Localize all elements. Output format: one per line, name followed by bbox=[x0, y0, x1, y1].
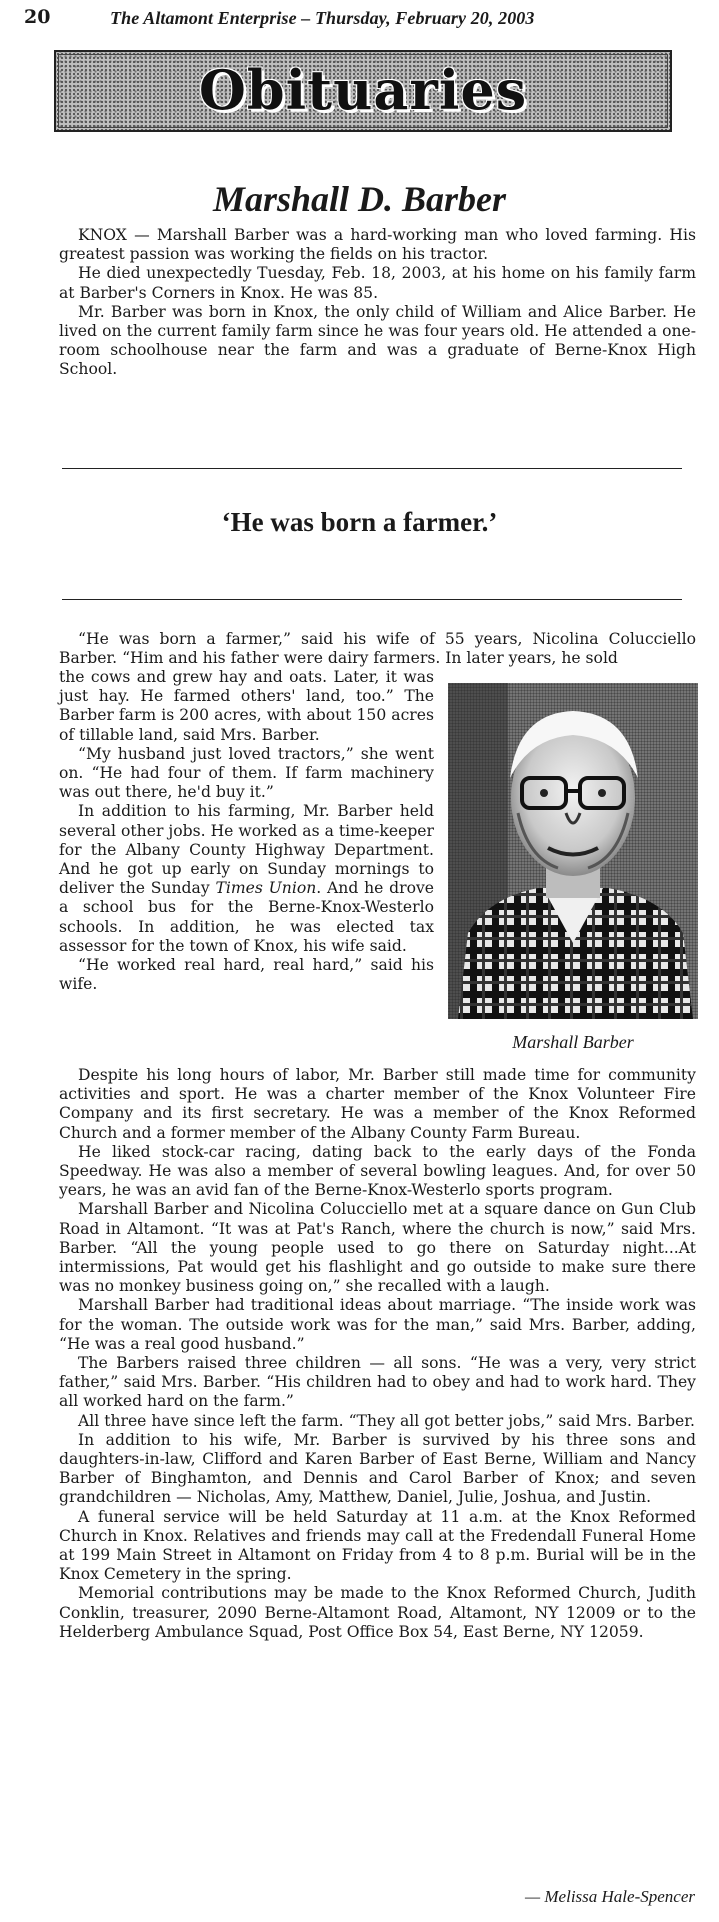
intro-paragraph: Mr. Barber was born in Knox, the only child of William and Alice Barber. He lived on the current family farm since he was four years old. He attended a one-room schoolhouse near the farm and was a graduate of Berne-Knox High School. bbox=[59, 302, 696, 379]
divider-rule bbox=[62, 468, 682, 469]
byline: — Melissa Hale-Spencer bbox=[525, 1887, 695, 1906]
newspaper-name: Times Union bbox=[215, 879, 317, 898]
obituary-headline: Marshall D. Barber bbox=[212, 179, 507, 219]
page-number: 20 bbox=[24, 6, 51, 28]
portrait-illustration bbox=[448, 683, 698, 1019]
narrow-column bbox=[59, 668, 434, 994]
article-paragraph: “He was born a farmer,” said his wife of 55 years, Nicolina Colucciello Barber. “Him and his father were dairy farmers. In later years, he sold bbox=[59, 630, 696, 668]
column-paragraph: the cows and grew hay and oats. Later, it was just hay. He farmed others' land, too.” The Barber farm is 200 acres, with about 150 acres of tillable land, said Mrs. Barber. bbox=[59, 668, 434, 744]
article-paragraph: Memorial contributions may be made to the Knox Reformed Church, Judith Conklin, treasurer, 2090 Berne-Altamont Road, Altamont, NY 12009 or to the Helderberg Ambulance Squad, Post Office Box 54, East Berne, NY 12059. bbox=[59, 1584, 696, 1641]
obituaries-banner bbox=[54, 50, 672, 132]
intro-paragraph: KNOX — Marshall Barber was a hard-working man who loved farming. His greatest passion was working the fields on his tractor. bbox=[59, 226, 696, 264]
column-paragraph bbox=[59, 802, 434, 956]
paragraph-text: In addition to his farming, Mr. Barber held several other jobs. He worked as a time-keeper for the Albany County Highway Department. And he got up early on Sunday mornings to deliver the Sunday bbox=[59, 802, 434, 898]
column-paragraph: “My husband just loved tractors,” she went on. “He had four of them. If farm machinery was out there, he'd buy it.” bbox=[59, 744, 434, 802]
article-paragraph: All three have since left the farm. “They all got better jobs,” said Mrs. Barber. bbox=[78, 1411, 695, 1430]
article-paragraph: He liked stock-car racing, dating back to the early days of the Fonda Speedway. He was also a member of several bowling leagues. And, for over 50 years, he was an avid fan of the Berne-Knox-Westerlo sports program. bbox=[59, 1142, 696, 1200]
article-continuation bbox=[59, 1066, 696, 1642]
article-opening bbox=[59, 630, 696, 668]
article-paragraph: In addition to his wife, Mr. Barber is survived by his three sons and daughters-in-law, Clifford and Karen Barber of East Berne, William and Nancy Barber of Binghamton, and Dennis and Carol Barber of Knox; and seven grandchildren — Nicholas, Amy, Matthew, Daniel, Julie, Joshua, and Justin. bbox=[59, 1430, 696, 1507]
photo-caption: Marshall Barber bbox=[512, 1032, 634, 1052]
divider-rule bbox=[62, 599, 682, 600]
column-paragraph: “He worked real hard, real hard,” said his wife. bbox=[59, 956, 434, 994]
article-paragraph: Marshall Barber had traditional ideas about marriage. “The inside work was for the woman. The outside work was for the man,” said Mrs. Barber, adding, “He was a real good husband.” bbox=[59, 1296, 696, 1353]
banner-title: Obituaries bbox=[198, 58, 528, 122]
article-paragraph: Despite his long hours of labor, Mr. Barber still made time for community activities and sport. He was a charter member of the Knox Volunteer Fire Company and its first secretary. He was a member of the Knox Reformed Church and a former member of the Albany County Farm Bureau. bbox=[59, 1066, 696, 1142]
article-paragraph: Marshall Barber and Nicolina Colucciello met at a square dance on Gun Club Road in Altamont. “It was at Pat's Ranch, where the church is now,” said Mrs. Barber. “All the young people used to go there on Saturday night...At intermissions, Pat would get his flashlight and go outside to make sure there was no monkey business going on,” she recalled with a laugh. bbox=[59, 1200, 696, 1296]
article-paragraph: A funeral service will be held Saturday at 11 a.m. at the Knox Reformed Church in Knox. Relatives and friends may call at the Fredendall Funeral Home at 199 Main Street in Altamont on Friday from 4 to 8 p.m. Burial will be in the Knox Cemetery in the spring. bbox=[59, 1507, 696, 1584]
masthead: The Altamont Enterprise – Thursday, February 20, 2003 bbox=[110, 8, 535, 28]
intro-paragraph: He died unexpectedly Tuesday, Feb. 18, 2003, at his home on his family farm at Barber's Corners in Knox. He was 85. bbox=[59, 264, 696, 302]
paragraph-text: . And he drove a school bus for the Berne-Knox-Westerlo schools. In addition, he was elected tax assessor for the town of Knox, his wife said. bbox=[59, 879, 435, 955]
article-paragraph: The Barbers raised three children — all sons. “He was a very, very strict father,” said Mrs. Barber. “His children had to obey and had to work hard. They all worked hard on the farm.” bbox=[59, 1354, 696, 1411]
pull-quote: ‘He was born a farmer.’ bbox=[221, 507, 498, 537]
intro-section bbox=[59, 226, 696, 380]
portrait-photo bbox=[448, 683, 698, 1019]
page-header bbox=[24, 4, 704, 34]
